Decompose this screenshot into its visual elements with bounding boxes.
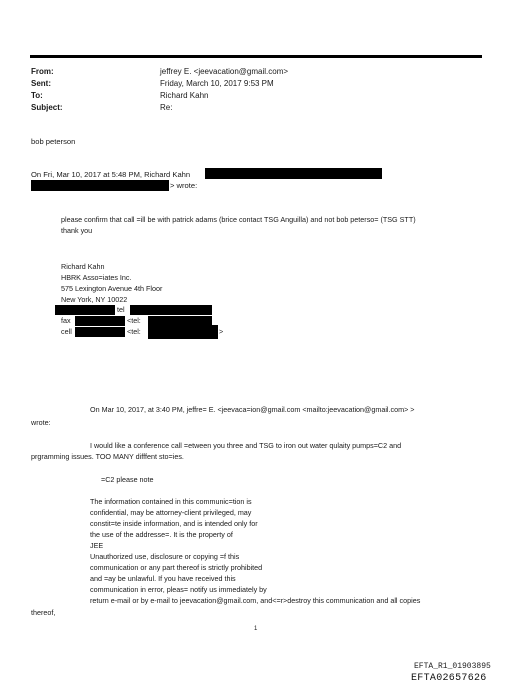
quote1-wrote: > wrote: [170, 181, 198, 190]
signature-fax-label: fax [61, 316, 71, 325]
to-value: Richard Kahn [160, 91, 209, 100]
quote2-line1: I would like a conference call =etween you three and TSG to iron out water qulaity pumps=C2 and [90, 441, 402, 450]
quote2-intro: On Mar 10, 2017, at 3:40 PM, jeffre= E. <jeevaca=ion@gmail.com <mailto:jeevacation@gmail.com> > [90, 405, 415, 414]
header-rule [30, 55, 482, 58]
bates-number-primary: EFTA_R1_01903895 [414, 662, 491, 671]
quote1-intro: On Fri, Mar 10, 2017 at 5:48 PM, Richard Kahn [31, 170, 191, 179]
disclaimer-line: confidential, may be attorney-client privileged, may [90, 508, 252, 517]
disclaimer-line: and =ay be unlawful. If you have received this [90, 574, 236, 583]
redaction-box [75, 316, 125, 326]
disclaimer-line: Unauthorized use, disclosure or copying =f this [90, 552, 240, 561]
reply-text: bob peterson [31, 137, 76, 146]
from-label: From: [31, 67, 54, 76]
from-value: jeffrey E. <jeevacation@gmail.com> [160, 67, 289, 76]
quote2-line3: =C2 please note [101, 475, 154, 484]
disclaimer-line: The information contained in this communic=tion is [90, 497, 252, 506]
redaction-box [148, 325, 218, 339]
signature-tel-label: tel [117, 305, 125, 314]
sent-label: Sent: [31, 79, 51, 88]
to-label: To: [31, 91, 43, 100]
signature-address-line1: 575 Lexington Avenue 4th Floor [61, 284, 163, 293]
quote2-wrote: wrote: [31, 418, 51, 427]
disclaimer-line: return e-mail or by e-mail to jeevacation@gmail.com, and<=r>destroy this communication and all copies [90, 596, 421, 605]
signature-name: Richard Kahn [61, 262, 105, 271]
redaction-box [75, 327, 125, 337]
subject-label: Subject: [31, 103, 63, 112]
redaction-box [31, 180, 169, 191]
subject-value: Re: [160, 103, 173, 112]
disclaimer-line: JEE [90, 541, 104, 550]
quote1-line2: thank you [61, 226, 93, 235]
redaction-box [205, 168, 382, 179]
signature-company: HBRK Asso=iates Inc. [61, 273, 132, 282]
disclaimer-line: communication or any part thereof is strictly prohibited [90, 563, 263, 572]
redaction-box [55, 305, 115, 315]
disclaimer-line: the use of the addresse=. It is the property of [90, 530, 233, 539]
signature-fax-tel: <tel: [127, 316, 141, 325]
disclaimer-line: constit=te inside information, and is intended only for [90, 519, 258, 528]
redaction-box [130, 305, 212, 315]
signature-cell-label: cell [61, 327, 72, 336]
signature-cell-close: > [219, 327, 224, 336]
quote1-line1: please confirm that call =ill be with patrick adams (brice contact TSG Anguilla) and not bob peterso= (TSG STT) [61, 215, 416, 224]
signature-address-line2: New York, NY 10022 [61, 295, 128, 304]
quote2-line2: prgramming issues. TOO MANY difffent sto=ies. [31, 452, 184, 461]
thereof-text: thereof, [31, 608, 56, 617]
bates-number-secondary: EFTA02657626 [411, 673, 487, 684]
disclaimer-line: communication in error, pleas= notify us immediately by [90, 585, 267, 594]
sent-value: Friday, March 10, 2017 9:53 PM [160, 79, 274, 88]
page-number: 1 [254, 626, 258, 632]
signature-cell-tel: <tel: [127, 327, 141, 336]
